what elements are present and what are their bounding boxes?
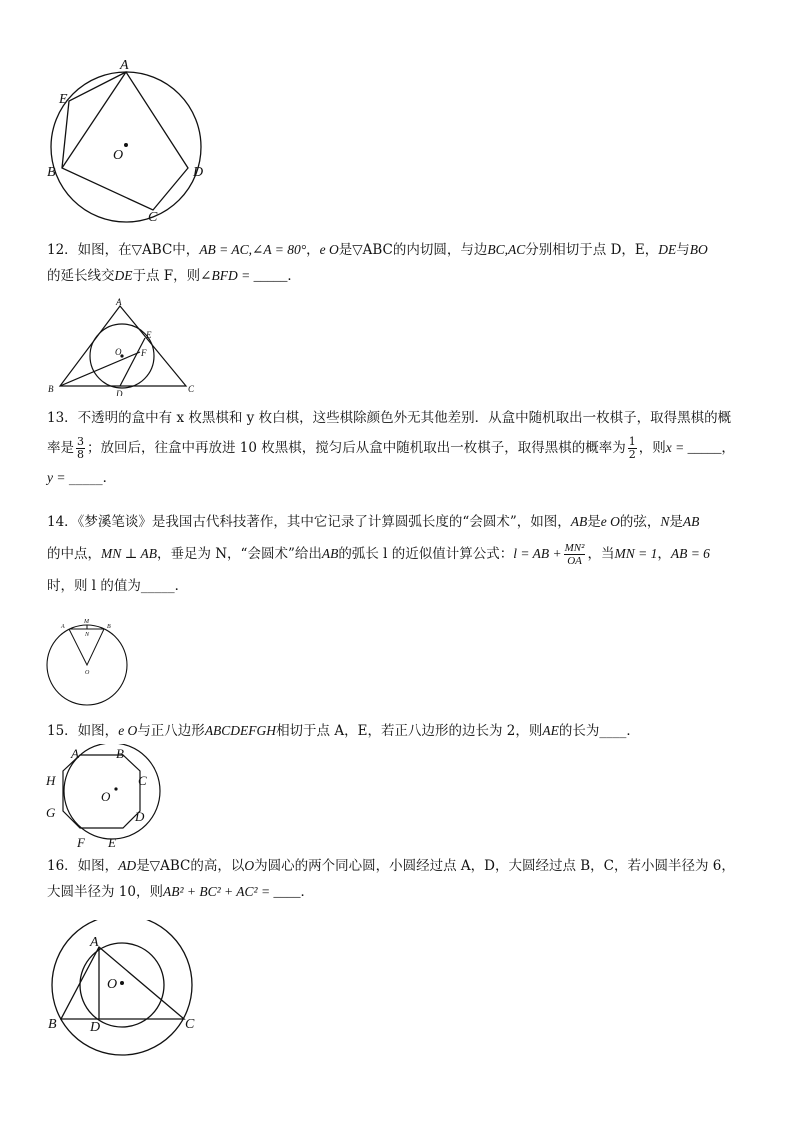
q16-text: 大圆半径为 10，则 bbox=[47, 884, 163, 900]
q12-text: 是▽ABC的内切圆，与边 bbox=[338, 242, 488, 258]
q16-math: O bbox=[244, 858, 255, 873]
label-b: B bbox=[107, 624, 111, 630]
label-e: E bbox=[146, 330, 152, 340]
question-13 bbox=[47, 405, 757, 491]
q12-text: 于点 F，则 bbox=[132, 268, 201, 284]
q14-math: AB bbox=[682, 514, 700, 529]
label-c: C bbox=[185, 1017, 195, 1032]
label-b: B bbox=[48, 384, 54, 394]
q14-answer-blank: 时，则 l 的值为_____ bbox=[47, 578, 175, 594]
fraction-numerator: 3 bbox=[77, 435, 84, 448]
label-o: O bbox=[107, 977, 118, 992]
fraction-denominator: OA bbox=[567, 555, 582, 567]
q15-text: ． bbox=[626, 723, 640, 739]
center-dot bbox=[124, 143, 128, 147]
center-dot bbox=[114, 787, 117, 790]
q12-math: BC,AC bbox=[487, 242, 526, 257]
q16-math: AD bbox=[118, 858, 137, 873]
q14-arc-ab: AB bbox=[321, 546, 339, 561]
fraction-denominator: 8 bbox=[77, 448, 84, 461]
label-d: D bbox=[193, 165, 204, 180]
label-o: O bbox=[113, 148, 124, 163]
q14-math: AB = 6 bbox=[670, 546, 710, 561]
q13-line-2 bbox=[47, 431, 757, 465]
q13-line-3 bbox=[47, 465, 757, 491]
label-o: O bbox=[85, 670, 90, 676]
q13-answer-blank-x: x = _____ bbox=[665, 440, 722, 455]
label-b: B bbox=[47, 165, 56, 180]
q14-math: MN ⊥ AB bbox=[101, 546, 157, 561]
figure-q11 bbox=[40, 55, 220, 225]
q16-line-2 bbox=[47, 879, 757, 905]
q14-math: MN = 1 bbox=[614, 546, 658, 561]
q14-text: 的弧长 l 的近似值计算公式： bbox=[338, 546, 514, 562]
q12-line-1 bbox=[47, 237, 757, 263]
q14-line-2 bbox=[47, 535, 757, 573]
label-m: M bbox=[84, 619, 89, 625]
q13-math: y = bbox=[47, 470, 69, 485]
label-a: A bbox=[61, 624, 65, 630]
figure-q15 bbox=[40, 744, 170, 854]
q12-math: AB = AC,∠A = 80° bbox=[199, 242, 307, 257]
label-a: A bbox=[71, 746, 79, 761]
label-f: F bbox=[77, 835, 85, 850]
q14-text: ，当 bbox=[587, 546, 615, 562]
q12-math: BO bbox=[689, 242, 708, 257]
q12-text: 与 bbox=[676, 242, 690, 258]
q16-text: 为圆心的两个同心圆，小圆经过点 A，D，大圆经过点 B，C，若小圆半径为 6， bbox=[254, 858, 735, 874]
fraction-1-2 bbox=[628, 436, 637, 461]
q14-text: 14．《梦溪笔谈》是我国古代科技著作，其中它记录了计算圆弧长度的“会圆术”，如图， bbox=[47, 514, 571, 530]
line-de bbox=[120, 338, 145, 386]
q14-text: 的弦， bbox=[619, 514, 661, 530]
q16-text: 16．如图， bbox=[47, 858, 119, 874]
fraction-3-8 bbox=[76, 436, 85, 461]
label-o: O bbox=[101, 789, 111, 804]
triangle-abc bbox=[60, 306, 186, 386]
center-dot bbox=[120, 981, 124, 985]
label-d: D bbox=[116, 389, 123, 396]
label-n: N bbox=[85, 632, 90, 638]
question-14 bbox=[47, 509, 757, 599]
q12-text: ． bbox=[287, 268, 301, 284]
figure-q12 bbox=[40, 296, 200, 396]
label-a: A bbox=[90, 935, 99, 950]
q15-arc-ae: AE bbox=[542, 723, 559, 738]
q14-formula: l = AB + bbox=[513, 546, 562, 561]
q15-line-1 bbox=[47, 718, 757, 744]
q14-math: e O bbox=[600, 514, 620, 529]
q16-line-1 bbox=[47, 853, 757, 879]
label-b: B bbox=[48, 1017, 57, 1032]
q13-text: ， bbox=[721, 440, 735, 456]
q14-text: ， bbox=[657, 546, 671, 562]
label-g: G bbox=[46, 805, 56, 820]
q12-answer-blank: ∠BFD = _____ bbox=[200, 268, 288, 283]
q16-answer-blank: AB² + BC² + AC² = ____ bbox=[162, 884, 301, 899]
q15-math: e O bbox=[118, 723, 138, 738]
q14-line-1 bbox=[47, 509, 757, 535]
q15-answer-blank: 的长为____ bbox=[558, 723, 627, 739]
q12-math: DE bbox=[114, 268, 133, 283]
question-15 bbox=[47, 718, 757, 744]
q16-text: ． bbox=[300, 884, 314, 900]
q14-text: 的中点， bbox=[47, 546, 101, 562]
q16-text: 是▽ABC的高，以 bbox=[136, 858, 245, 874]
q12-line-2 bbox=[47, 263, 757, 289]
label-d: D bbox=[90, 1020, 101, 1035]
q14-text: 是 bbox=[669, 514, 683, 530]
q14-text: ． bbox=[174, 578, 189, 594]
q14-text: 是 bbox=[587, 514, 601, 530]
q12-text: 的延长线交 bbox=[47, 268, 115, 284]
figure-q14 bbox=[40, 614, 140, 710]
q12-math: e O bbox=[319, 242, 339, 257]
figure-q16 bbox=[40, 920, 210, 1060]
q14-math: AB bbox=[570, 514, 588, 529]
label-a: A bbox=[116, 297, 122, 307]
q15-math: ABCDEFGH bbox=[204, 723, 277, 738]
q13-text: ，则 bbox=[638, 440, 666, 456]
q12-math: DE bbox=[658, 242, 677, 257]
q15-text: 相切于点 A，E，若正八边形的边长为 2，则 bbox=[276, 723, 543, 739]
label-e: E bbox=[108, 835, 116, 850]
label-h: H bbox=[46, 773, 56, 788]
label-d: D bbox=[135, 809, 145, 824]
label-c: C bbox=[148, 210, 158, 225]
q15-text: 与正八边形 bbox=[137, 723, 205, 739]
q13-text: 率是 bbox=[47, 440, 74, 456]
q13-line-1: 13．不透明的盒中有 x 枚黑棋和 y 枚白棋，这些棋除颜色外无其他差别．从盒中随机取出一枚棋子，取得黑棋的概 bbox=[47, 410, 732, 426]
q13-answer-blank-y: _____ bbox=[68, 470, 103, 486]
q14-text: ，垂足为 N，“会圆术”给出 bbox=[156, 546, 322, 562]
large-circle bbox=[52, 920, 192, 1055]
fraction-denominator: 2 bbox=[628, 448, 636, 461]
fraction-numerator: 1 bbox=[628, 435, 636, 448]
label-o: O bbox=[115, 347, 122, 357]
q14-math: N bbox=[660, 514, 670, 529]
q13-text: ． bbox=[102, 470, 117, 486]
fraction-mn2-oa bbox=[564, 542, 586, 567]
fraction-numerator: MN² bbox=[564, 542, 585, 554]
question-16 bbox=[47, 853, 757, 905]
question-12 bbox=[47, 237, 757, 289]
q14-line-3 bbox=[47, 573, 757, 599]
q12-text: 分别相切于点 D，E， bbox=[525, 242, 659, 258]
label-f: F bbox=[141, 348, 147, 358]
q15-text: 15．如图， bbox=[47, 723, 119, 739]
label-e: E bbox=[59, 92, 68, 107]
label-a: A bbox=[120, 58, 129, 73]
label-c: C bbox=[138, 773, 147, 788]
label-c: C bbox=[188, 384, 195, 394]
q12-text: ， bbox=[306, 242, 320, 258]
q12-text: 12．如图，在▽ABC中， bbox=[47, 242, 200, 258]
label-b: B bbox=[116, 746, 124, 761]
pentagon-aebcd bbox=[62, 72, 188, 210]
q13-text: ；放回后，往盒中再放进 10 枚黑棋，搅匀后从盒中随机取出一枚棋子，取得黑棋的概率为 bbox=[87, 440, 626, 456]
